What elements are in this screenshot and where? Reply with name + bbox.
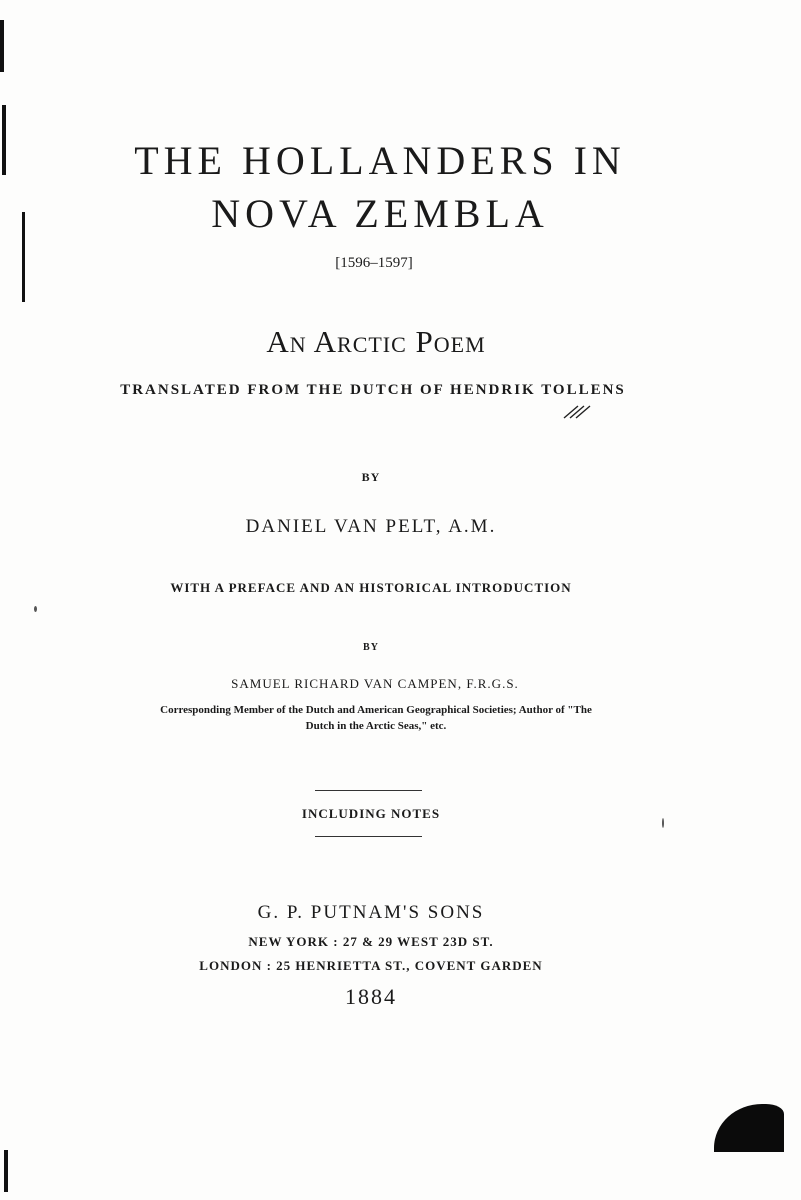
scan-corner-blot [714, 1104, 784, 1152]
translation-note: TRANSLATED FROM THE DUTCH OF HENDRIK TOLLENS [120, 382, 626, 398]
publisher-name: G. P. PUTNAM'S SONS [257, 902, 485, 923]
publisher-address-london: LONDON : 25 HENRIETTA ST., COVENT GARDEN [199, 958, 543, 973]
handwritten-mark [562, 400, 592, 420]
translator-name: DANIEL VAN PELT, A.M. [245, 516, 497, 537]
preface-note: WITH A PREFACE AND AN HISTORICAL INTRODUCTION [170, 580, 572, 595]
including-notes: INCLUDING NOTES [301, 806, 441, 821]
by-label-2: BY [363, 642, 379, 653]
scan-artifact [0, 20, 4, 72]
credentials-line-2: Dutch in the Arctic Seas," etc. [305, 720, 447, 732]
by-label: BY [361, 470, 381, 484]
book-title-line-1: THE HOLLANDERS IN [134, 138, 626, 183]
rule-top [315, 790, 422, 791]
date-range: [1596–1597] [335, 255, 413, 271]
rule-bottom [315, 836, 422, 837]
subtitle: An Arctic Poem [266, 324, 486, 359]
book-title-line-2: NOVA ZEMBLA [211, 191, 549, 236]
publication-year: 1884 [345, 984, 397, 1009]
scan-artifact [4, 1150, 8, 1192]
credentials-line-1: Corresponding Member of the Dutch and American Geographical Societies; Author of "The [160, 704, 592, 716]
scan-speck [34, 606, 37, 612]
introduction-author: SAMUEL RICHARD VAN CAMPEN, F.R.G.S. [231, 676, 519, 691]
publisher-address-new-york: NEW YORK : 27 & 29 WEST 23D ST. [248, 934, 494, 949]
